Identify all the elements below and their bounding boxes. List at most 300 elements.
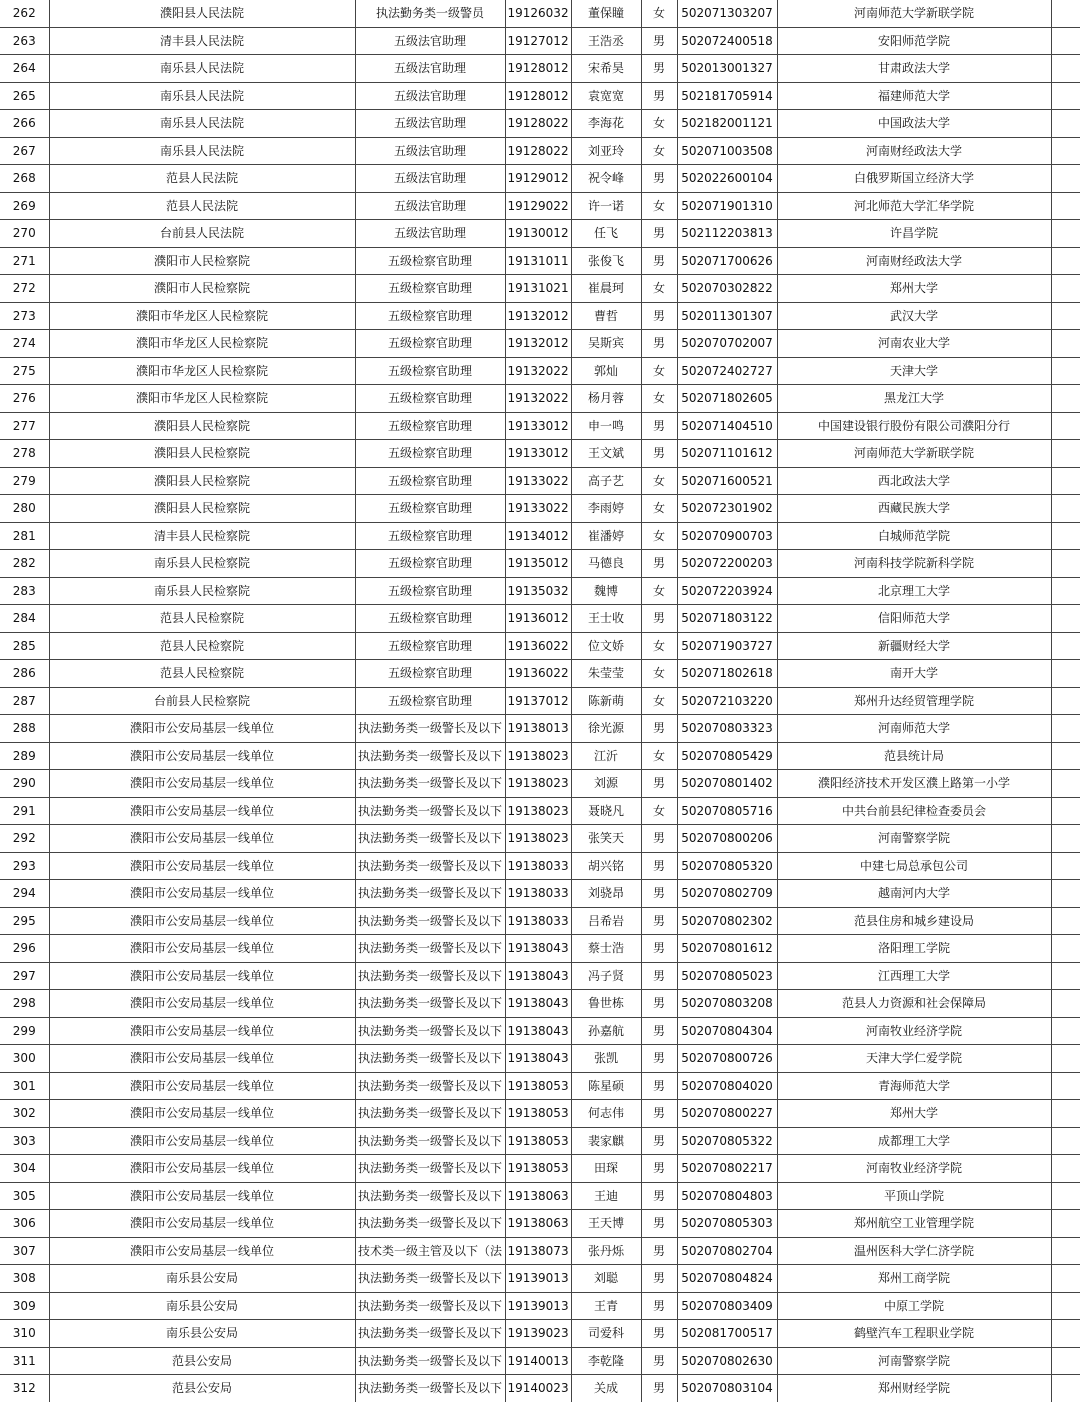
gender-cell: 男: [641, 220, 677, 248]
employer-cell: 范县人民检察院: [49, 632, 355, 660]
employer-cell: 濮阳市华龙区人民检察院: [49, 330, 355, 358]
school-or-work-unit-cell: 郑州工商学院: [777, 1265, 1051, 1293]
name-cell: 王青: [571, 1292, 641, 1320]
position-code-cell: 19135032: [505, 577, 571, 605]
row-number-cell: 290: [0, 770, 49, 798]
table-row: [0, 137, 1080, 165]
position-code-cell: 19138053: [505, 1100, 571, 1128]
empty-cell: [1051, 1292, 1080, 1320]
position-cell: 执法勤务类一级警长及以下: [355, 1320, 505, 1348]
position-cell: 执法勤务类一级警长及以下: [355, 715, 505, 743]
school-or-work-unit-cell: 河南牧业经济学院: [777, 1017, 1051, 1045]
empty-cell: [1051, 1347, 1080, 1375]
empty-cell: [1051, 550, 1080, 578]
exam-id-cell: 502071803122: [677, 605, 777, 633]
name-cell: 陈新萌: [571, 687, 641, 715]
row-number-cell: 262: [0, 0, 49, 27]
position-cell: 五级检察官助理: [355, 605, 505, 633]
gender-cell: 男: [641, 1100, 677, 1128]
empty-cell: [1051, 907, 1080, 935]
table-row: [0, 990, 1080, 1018]
table-row: [0, 1100, 1080, 1128]
row-number-cell: 296: [0, 935, 49, 963]
empty-cell: [1051, 192, 1080, 220]
gender-cell: 女: [641, 687, 677, 715]
exam-id-cell: 502071003508: [677, 137, 777, 165]
gender-cell: 男: [641, 82, 677, 110]
table-row: [0, 852, 1080, 880]
employer-cell: 濮阳县人民检察院: [49, 412, 355, 440]
school-or-work-unit-cell: 范县住房和城乡建设局: [777, 907, 1051, 935]
employer-cell: 濮阳市公安局基层一线单位: [49, 990, 355, 1018]
exam-id-cell: 502071101612: [677, 440, 777, 468]
table-row: [0, 385, 1080, 413]
row-number-cell: 312: [0, 1375, 49, 1402]
employer-cell: 濮阳市公安局基层一线单位: [49, 1045, 355, 1073]
gender-cell: 男: [641, 715, 677, 743]
employer-cell: 濮阳县人民检察院: [49, 440, 355, 468]
school-or-work-unit-cell: 越南河内大学: [777, 880, 1051, 908]
name-cell: 王文斌: [571, 440, 641, 468]
row-number-cell: 292: [0, 825, 49, 853]
name-cell: 朱莹莹: [571, 660, 641, 688]
gender-cell: 男: [641, 770, 677, 798]
name-cell: 李雨婷: [571, 495, 641, 523]
school-or-work-unit-cell: 河北师范大学汇华学院: [777, 192, 1051, 220]
exam-id-cell: 502070801612: [677, 935, 777, 963]
name-cell: 董保瞳: [571, 0, 641, 27]
exam-id-cell: 502072203924: [677, 577, 777, 605]
name-cell: 刘骁昂: [571, 880, 641, 908]
table-row: [0, 1155, 1080, 1183]
exam-id-cell: 502071600521: [677, 467, 777, 495]
employer-cell: 濮阳市公安局基层一线单位: [49, 1017, 355, 1045]
name-cell: 裴家麒: [571, 1127, 641, 1155]
employer-cell: 濮阳市公安局基层一线单位: [49, 742, 355, 770]
table-row: [0, 770, 1080, 798]
name-cell: 王士收: [571, 605, 641, 633]
empty-cell: [1051, 1265, 1080, 1293]
school-or-work-unit-cell: 河南师范大学新联学院: [777, 440, 1051, 468]
position-cell: 执法勤务类一级警长及以下: [355, 852, 505, 880]
table-row: [0, 1045, 1080, 1073]
position-cell: 执法勤务类一级警长及以下: [355, 1347, 505, 1375]
employer-cell: 濮阳市公安局基层一线单位: [49, 935, 355, 963]
name-cell: 孙嘉航: [571, 1017, 641, 1045]
row-number-cell: 279: [0, 467, 49, 495]
table-row: [0, 110, 1080, 138]
row-number-cell: 270: [0, 220, 49, 248]
gender-cell: 男: [641, 1375, 677, 1402]
school-or-work-unit-cell: 许昌学院: [777, 220, 1051, 248]
school-or-work-unit-cell: 洛阳理工学院: [777, 935, 1051, 963]
employer-cell: 濮阳市人民检察院: [49, 275, 355, 303]
row-number-cell: 289: [0, 742, 49, 770]
exam-id-cell: 502071802618: [677, 660, 777, 688]
position-code-cell: 19135012: [505, 550, 571, 578]
position-cell: 执法勤务类一级警员: [355, 0, 505, 27]
position-cell: 五级法官助理: [355, 137, 505, 165]
table-row: [0, 1265, 1080, 1293]
position-cell: 执法勤务类一级警长及以下: [355, 907, 505, 935]
position-code-cell: 19138053: [505, 1127, 571, 1155]
name-cell: 吴斯宾: [571, 330, 641, 358]
empty-cell: [1051, 797, 1080, 825]
employer-cell: 南乐县公安局: [49, 1265, 355, 1293]
table-row: [0, 55, 1080, 83]
name-cell: 田琛: [571, 1155, 641, 1183]
row-number-cell: 301: [0, 1072, 49, 1100]
employer-cell: 台前县人民法院: [49, 220, 355, 248]
empty-cell: [1051, 1320, 1080, 1348]
row-number-cell: 266: [0, 110, 49, 138]
table-row: [0, 1017, 1080, 1045]
school-or-work-unit-cell: 西藏民族大学: [777, 495, 1051, 523]
exam-id-cell: 502070800726: [677, 1045, 777, 1073]
position-code-cell: 19138023: [505, 742, 571, 770]
school-or-work-unit-cell: 鹤壁汽车工程职业学院: [777, 1320, 1051, 1348]
row-number-cell: 293: [0, 852, 49, 880]
exam-id-cell: 502112203813: [677, 220, 777, 248]
school-or-work-unit-cell: 白俄罗斯国立经济大学: [777, 165, 1051, 193]
gender-cell: 女: [641, 660, 677, 688]
table-row: [0, 550, 1080, 578]
row-number-cell: 291: [0, 797, 49, 825]
school-or-work-unit-cell: 河南警察学院: [777, 1347, 1051, 1375]
empty-cell: [1051, 1017, 1080, 1045]
school-or-work-unit-cell: 新疆财经大学: [777, 632, 1051, 660]
row-number-cell: 299: [0, 1017, 49, 1045]
position-cell: 执法勤务类一级警长及以下: [355, 1265, 505, 1293]
empty-cell: [1051, 1045, 1080, 1073]
school-or-work-unit-cell: 郑州财经学院: [777, 1375, 1051, 1402]
position-code-cell: 19128022: [505, 110, 571, 138]
school-or-work-unit-cell: 中国建设银行股份有限公司濮阳分行: [777, 412, 1051, 440]
gender-cell: 男: [641, 302, 677, 330]
exam-id-cell: 502072200203: [677, 550, 777, 578]
name-cell: 聂晓凡: [571, 797, 641, 825]
position-cell: 五级法官助理: [355, 82, 505, 110]
exam-id-cell: 502070804824: [677, 1265, 777, 1293]
row-number-cell: 269: [0, 192, 49, 220]
empty-cell: [1051, 632, 1080, 660]
gender-cell: 男: [641, 412, 677, 440]
school-or-work-unit-cell: 河南师范大学: [777, 715, 1051, 743]
employer-cell: 范县公安局: [49, 1375, 355, 1402]
position-cell: 五级检察官助理: [355, 357, 505, 385]
row-number-cell: 288: [0, 715, 49, 743]
table-row: [0, 577, 1080, 605]
position-cell: 五级检察官助理: [355, 385, 505, 413]
name-cell: 徐光源: [571, 715, 641, 743]
table-row: [0, 1347, 1080, 1375]
table-row: [0, 1320, 1080, 1348]
name-cell: 李海花: [571, 110, 641, 138]
empty-cell: [1051, 935, 1080, 963]
empty-cell: [1051, 605, 1080, 633]
row-number-cell: 271: [0, 247, 49, 275]
position-code-cell: 19128022: [505, 137, 571, 165]
table-row: [0, 330, 1080, 358]
position-code-cell: 19133012: [505, 412, 571, 440]
name-cell: 马德良: [571, 550, 641, 578]
name-cell: 崔潘婷: [571, 522, 641, 550]
position-cell: 五级法官助理: [355, 27, 505, 55]
exam-id-cell: 502071802605: [677, 385, 777, 413]
position-code-cell: 19140013: [505, 1347, 571, 1375]
empty-cell: [1051, 110, 1080, 138]
empty-cell: [1051, 852, 1080, 880]
table-row: [0, 935, 1080, 963]
school-or-work-unit-cell: 中共台前县纪律检查委员会: [777, 797, 1051, 825]
position-code-cell: 19138073: [505, 1237, 571, 1265]
name-cell: 许一诺: [571, 192, 641, 220]
empty-cell: [1051, 275, 1080, 303]
school-or-work-unit-cell: 南开大学: [777, 660, 1051, 688]
row-number-cell: 304: [0, 1155, 49, 1183]
table-row: [0, 0, 1080, 27]
gender-cell: 女: [641, 522, 677, 550]
employer-cell: 范县公安局: [49, 1347, 355, 1375]
table-row: [0, 27, 1080, 55]
table-row: [0, 522, 1080, 550]
exam-id-cell: 502070801402: [677, 770, 777, 798]
row-number-cell: 286: [0, 660, 49, 688]
table-row: [0, 302, 1080, 330]
empty-cell: [1051, 1155, 1080, 1183]
position-code-cell: 19138063: [505, 1182, 571, 1210]
position-code-cell: 19138043: [505, 990, 571, 1018]
position-cell: 执法勤务类一级警长及以下: [355, 1155, 505, 1183]
empty-cell: [1051, 660, 1080, 688]
position-cell: 技术类一级主管及以下（法: [355, 1237, 505, 1265]
school-or-work-unit-cell: 范县统计局: [777, 742, 1051, 770]
gender-cell: 男: [641, 1265, 677, 1293]
school-or-work-unit-cell: 中建七局总承包公司: [777, 852, 1051, 880]
row-number-cell: 265: [0, 82, 49, 110]
school-or-work-unit-cell: 青海师范大学: [777, 1072, 1051, 1100]
table-row: [0, 275, 1080, 303]
position-code-cell: 19133022: [505, 467, 571, 495]
empty-cell: [1051, 1210, 1080, 1238]
position-code-cell: 19138033: [505, 907, 571, 935]
table-row: [0, 715, 1080, 743]
empty-cell: [1051, 1127, 1080, 1155]
position-cell: 五级检察官助理: [355, 330, 505, 358]
position-code-cell: 19131011: [505, 247, 571, 275]
employer-cell: 濮阳县人民检察院: [49, 467, 355, 495]
name-cell: 胡兴铭: [571, 852, 641, 880]
table-row: [0, 467, 1080, 495]
gender-cell: 男: [641, 935, 677, 963]
name-cell: 吕希岩: [571, 907, 641, 935]
position-cell: 执法勤务类一级警长及以下: [355, 1072, 505, 1100]
position-code-cell: 19127012: [505, 27, 571, 55]
employer-cell: 濮阳市公安局基层一线单位: [49, 825, 355, 853]
table-row: [0, 907, 1080, 935]
gender-cell: 女: [641, 137, 677, 165]
gender-cell: 男: [641, 1237, 677, 1265]
position-code-cell: 19138023: [505, 770, 571, 798]
school-or-work-unit-cell: 河南牧业经济学院: [777, 1155, 1051, 1183]
table-row: [0, 660, 1080, 688]
table-row: [0, 1182, 1080, 1210]
row-number-cell: 302: [0, 1100, 49, 1128]
position-code-cell: 19138023: [505, 797, 571, 825]
exam-id-cell: 502081700517: [677, 1320, 777, 1348]
gender-cell: 女: [641, 275, 677, 303]
gender-cell: 男: [641, 55, 677, 83]
empty-cell: [1051, 1100, 1080, 1128]
exam-id-cell: 502070803409: [677, 1292, 777, 1320]
position-cell: 执法勤务类一级警长及以下: [355, 797, 505, 825]
employer-cell: 濮阳市华龙区人民检察院: [49, 357, 355, 385]
gender-cell: 男: [641, 1182, 677, 1210]
gender-cell: 女: [641, 192, 677, 220]
school-or-work-unit-cell: 西北政法大学: [777, 467, 1051, 495]
position-cell: 五级检察官助理: [355, 275, 505, 303]
position-cell: 执法勤务类一级警长及以下: [355, 1127, 505, 1155]
name-cell: 杨月蓉: [571, 385, 641, 413]
exam-id-cell: 502070900703: [677, 522, 777, 550]
position-code-cell: 19131021: [505, 275, 571, 303]
empty-cell: [1051, 577, 1080, 605]
position-code-cell: 19138043: [505, 935, 571, 963]
position-cell: 五级检察官助理: [355, 302, 505, 330]
empty-cell: [1051, 687, 1080, 715]
row-number-cell: 306: [0, 1210, 49, 1238]
position-code-cell: 19136022: [505, 632, 571, 660]
table-row: [0, 1210, 1080, 1238]
table-row: [0, 687, 1080, 715]
position-code-cell: 19128012: [505, 55, 571, 83]
position-cell: 执法勤务类一级警长及以下: [355, 990, 505, 1018]
table-row: [0, 440, 1080, 468]
school-or-work-unit-cell: 甘肃政法大学: [777, 55, 1051, 83]
gender-cell: 男: [641, 550, 677, 578]
name-cell: 郭灿: [571, 357, 641, 385]
exam-id-cell: 502071404510: [677, 412, 777, 440]
school-or-work-unit-cell: 河南警察学院: [777, 825, 1051, 853]
position-code-cell: 19139013: [505, 1292, 571, 1320]
employer-cell: 范县人民法院: [49, 165, 355, 193]
empty-cell: [1051, 742, 1080, 770]
exam-id-cell: 502070302822: [677, 275, 777, 303]
empty-cell: [1051, 715, 1080, 743]
gender-cell: 男: [641, 1347, 677, 1375]
exam-id-cell: 502072402727: [677, 357, 777, 385]
name-cell: 曹哲: [571, 302, 641, 330]
position-code-cell: 19132022: [505, 385, 571, 413]
exam-id-cell: 502072400518: [677, 27, 777, 55]
position-cell: 执法勤务类一级警长及以下: [355, 1100, 505, 1128]
row-number-cell: 285: [0, 632, 49, 660]
gender-cell: 女: [641, 632, 677, 660]
exam-id-cell: 502013001327: [677, 55, 777, 83]
position-code-cell: 19136022: [505, 660, 571, 688]
position-code-cell: 19132012: [505, 302, 571, 330]
row-number-cell: 284: [0, 605, 49, 633]
employer-cell: 清丰县人民检察院: [49, 522, 355, 550]
gender-cell: 男: [641, 1292, 677, 1320]
school-or-work-unit-cell: 信阳师范大学: [777, 605, 1051, 633]
table-row: [0, 357, 1080, 385]
empty-cell: [1051, 880, 1080, 908]
position-code-cell: 19132012: [505, 330, 571, 358]
gender-cell: 男: [641, 990, 677, 1018]
position-cell: 五级检察官助理: [355, 495, 505, 523]
row-number-cell: 263: [0, 27, 49, 55]
row-number-cell: 309: [0, 1292, 49, 1320]
empty-cell: [1051, 1375, 1080, 1402]
name-cell: 王浩丞: [571, 27, 641, 55]
empty-cell: [1051, 770, 1080, 798]
employer-cell: 清丰县人民法院: [49, 27, 355, 55]
row-number-cell: 268: [0, 165, 49, 193]
employer-cell: 濮阳市公安局基层一线单位: [49, 852, 355, 880]
position-code-cell: 19138053: [505, 1155, 571, 1183]
position-code-cell: 19130012: [505, 220, 571, 248]
position-code-cell: 19138033: [505, 852, 571, 880]
school-or-work-unit-cell: 北京理工大学: [777, 577, 1051, 605]
exam-id-cell: 502181705914: [677, 82, 777, 110]
name-cell: 张俊飞: [571, 247, 641, 275]
position-cell: 五级检察官助理: [355, 412, 505, 440]
empty-cell: [1051, 357, 1080, 385]
school-or-work-unit-cell: 河南财经政法大学: [777, 137, 1051, 165]
employer-cell: 南乐县人民法院: [49, 137, 355, 165]
table-row: [0, 797, 1080, 825]
position-code-cell: 19139013: [505, 1265, 571, 1293]
position-code-cell: 19134012: [505, 522, 571, 550]
name-cell: 宋希昊: [571, 55, 641, 83]
exam-id-cell: 502070802704: [677, 1237, 777, 1265]
school-or-work-unit-cell: 平顶山学院: [777, 1182, 1051, 1210]
school-or-work-unit-cell: 黑龙江大学: [777, 385, 1051, 413]
school-or-work-unit-cell: 天津大学仁爱学院: [777, 1045, 1051, 1073]
empty-cell: [1051, 1072, 1080, 1100]
employer-cell: 濮阳市华龙区人民检察院: [49, 302, 355, 330]
gender-cell: 男: [641, 165, 677, 193]
position-cell: 执法勤务类一级警长及以下: [355, 770, 505, 798]
employer-cell: 濮阳市公安局基层一线单位: [49, 1237, 355, 1265]
name-cell: 张丹烁: [571, 1237, 641, 1265]
employer-cell: 南乐县人民检察院: [49, 550, 355, 578]
position-cell: 五级检察官助理: [355, 632, 505, 660]
empty-cell: [1051, 165, 1080, 193]
employer-cell: 濮阳市公安局基层一线单位: [49, 797, 355, 825]
row-number-cell: 272: [0, 275, 49, 303]
gender-cell: 男: [641, 1127, 677, 1155]
position-cell: 执法勤务类一级警长及以下: [355, 825, 505, 853]
school-or-work-unit-cell: 中原工学院: [777, 1292, 1051, 1320]
gender-cell: 女: [641, 0, 677, 27]
position-cell: 执法勤务类一级警长及以下: [355, 1210, 505, 1238]
gender-cell: 男: [641, 247, 677, 275]
employer-cell: 范县人民检察院: [49, 660, 355, 688]
name-cell: 刘聪: [571, 1265, 641, 1293]
employer-cell: 南乐县人民法院: [49, 110, 355, 138]
school-or-work-unit-cell: 郑州大学: [777, 1100, 1051, 1128]
exam-id-cell: 502070805303: [677, 1210, 777, 1238]
empty-cell: [1051, 825, 1080, 853]
position-cell: 五级法官助理: [355, 192, 505, 220]
exam-id-cell: 502070805322: [677, 1127, 777, 1155]
position-cell: 五级法官助理: [355, 55, 505, 83]
table-row: [0, 632, 1080, 660]
exam-id-cell: 502070702007: [677, 330, 777, 358]
name-cell: 何志伟: [571, 1100, 641, 1128]
